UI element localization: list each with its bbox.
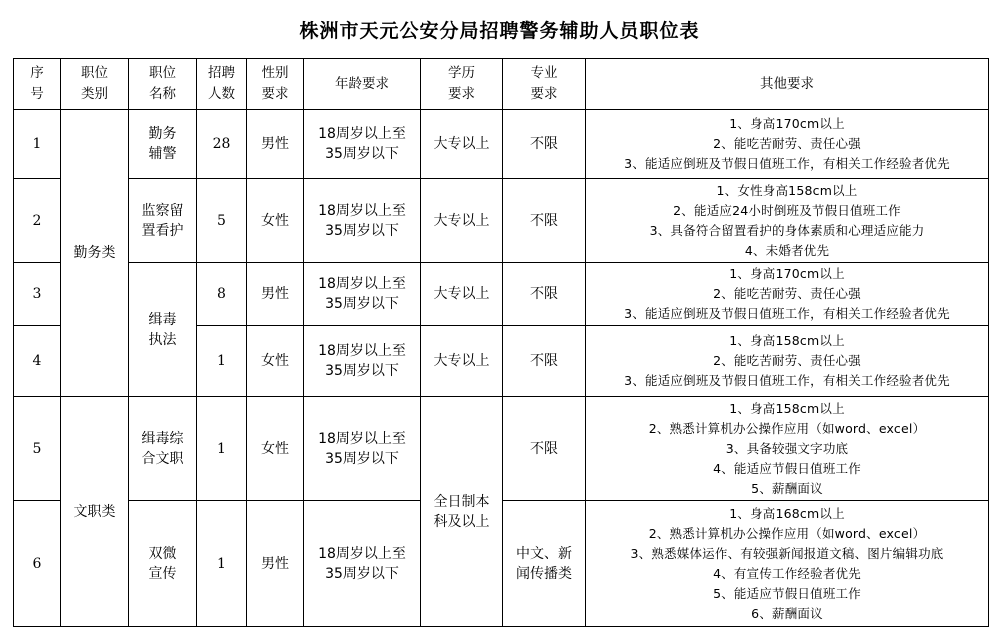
requirement-line: 4、能适应节假日值班工作 (713, 460, 861, 476)
position-cell: 缉毒综 合文职 (129, 397, 197, 501)
table-row (14, 179, 989, 263)
other-requirements-cell (586, 397, 989, 501)
requirement-line: 1、身高170cm以上 (729, 116, 845, 131)
header-category: 职位 类别 (61, 59, 129, 110)
header-other: 其他要求 (586, 59, 989, 110)
position-cell: 缉毒 执法 (129, 263, 197, 397)
page-title: 株洲市天元公安分局招聘警务辅助人员职位表 (299, 20, 700, 42)
other-requirements-cell (586, 501, 989, 627)
age-cell: 18周岁以上至 35周岁以下 (304, 263, 421, 326)
education-cell: 大专以上 (421, 110, 503, 179)
header-education: 学历 要求 (421, 59, 503, 110)
gender-cell: 男性 (247, 501, 304, 627)
header-major: 专业 要求 (503, 59, 586, 110)
requirement-line: 1、身高158cm以上 (729, 333, 845, 348)
gender-cell: 女性 (247, 397, 304, 501)
count-cell: 5 (197, 179, 247, 263)
header-count: 招聘 人数 (197, 59, 247, 110)
header-seq: 序 号 (14, 59, 61, 110)
requirement-line: 3、能适应倒班及节假日值班工作，有相关工作经验者优先 (624, 156, 950, 171)
seq-cell: 2 (14, 179, 61, 263)
table-row (14, 397, 989, 501)
requirement-line: 5、能适应节假日值班工作 (713, 585, 861, 601)
major-cell: 不限 (503, 110, 586, 179)
requirement-line: 2、能吃苦耐劳、责任心强 (713, 286, 861, 301)
gender-cell: 女性 (247, 326, 304, 397)
category-cell-clerical: 文职类 (61, 397, 129, 627)
header-position: 职位 名称 (129, 59, 197, 110)
seq-cell: 3 (14, 263, 61, 326)
category-cell-duty: 勤务类 (61, 110, 129, 397)
count-cell: 1 (197, 326, 247, 397)
position-cell: 监察留 置看护 (129, 179, 197, 263)
requirement-line: 3、熟悉媒体运作、有较强新闻报道文稿、图片编辑功底 (630, 545, 944, 561)
age-cell: 18周岁以上至 35周岁以下 (304, 110, 421, 179)
seq-cell: 1 (14, 110, 61, 179)
gender-cell: 男性 (247, 263, 304, 326)
requirement-line: 4、未婚者优先 (744, 242, 830, 258)
table-row (14, 110, 989, 179)
requirement-line: 2、能适应24小时倒班及节假日值班工作 (673, 202, 901, 218)
other-requirements-cell (586, 179, 989, 263)
age-cell: 18周岁以上至 35周岁以下 (304, 501, 421, 627)
header-gender: 性别 要求 (247, 59, 304, 110)
seq-cell: 6 (14, 501, 61, 627)
requirement-line: 3、能适应倒班及节假日值班工作，有相关工作经验者优先 (624, 373, 950, 388)
position-cell: 双微 宣传 (129, 501, 197, 627)
requirement-line: 2、能吃苦耐劳、责任心强 (713, 136, 861, 151)
header-age: 年龄要求 (304, 59, 421, 110)
other-requirements-cell (586, 263, 989, 326)
education-cell: 大专以上 (421, 263, 503, 326)
requirement-line: 3、能适应倒班及节假日值班工作，有相关工作经验者优先 (624, 306, 950, 321)
requirement-line: 3、具备符合留置看护的身体素质和心理适应能力 (649, 222, 925, 238)
other-requirements-cell (586, 110, 989, 179)
requirement-line: 5、薪酬面议 (751, 480, 823, 496)
requirement-line: 1、身高158cm以上 (729, 400, 845, 416)
education-cell: 大专以上 (421, 179, 503, 263)
major-cell: 中文、新 闻传播类 (503, 501, 586, 627)
position-cell: 勤务 辅警 (129, 110, 197, 179)
gender-cell: 男性 (247, 110, 304, 179)
requirement-line: 2、熟悉计算机办公操作应用（如word、excel） (648, 525, 926, 541)
seq-cell: 5 (14, 397, 61, 501)
age-cell: 18周岁以上至 35周岁以下 (304, 397, 421, 501)
count-cell: 1 (197, 397, 247, 501)
seq-cell: 4 (14, 326, 61, 397)
requirement-line: 1、女性身高158cm以上 (716, 182, 858, 198)
recruitment-table (13, 58, 989, 627)
requirement-line: 4、有宣传工作经验者优先 (713, 565, 861, 581)
major-cell: 不限 (503, 326, 586, 397)
count-cell: 28 (197, 110, 247, 179)
table-row (14, 263, 989, 326)
requirement-line: 3、具备较强文字功底 (725, 440, 849, 456)
gender-cell: 女性 (247, 179, 304, 263)
requirement-line: 6、薪酬面议 (751, 605, 823, 621)
count-cell: 1 (197, 501, 247, 627)
requirement-line: 2、能吃苦耐劳、责任心强 (713, 353, 861, 368)
major-cell: 不限 (503, 263, 586, 326)
requirement-line: 2、熟悉计算机办公操作应用（如word、excel） (648, 420, 926, 436)
header-row (14, 59, 989, 110)
education-cell: 大专以上 (421, 326, 503, 397)
major-cell: 不限 (503, 179, 586, 263)
requirement-line: 1、身高170cm以上 (729, 266, 845, 281)
age-cell: 18周岁以上至 35周岁以下 (304, 179, 421, 263)
count-cell: 8 (197, 263, 247, 326)
other-requirements-cell (586, 326, 989, 397)
age-cell: 18周岁以上至 35周岁以下 (304, 326, 421, 397)
education-cell-fulltime: 全日制本 科及以上 (421, 397, 503, 627)
major-cell: 不限 (503, 397, 586, 501)
requirement-line: 1、身高168cm以上 (729, 505, 845, 521)
